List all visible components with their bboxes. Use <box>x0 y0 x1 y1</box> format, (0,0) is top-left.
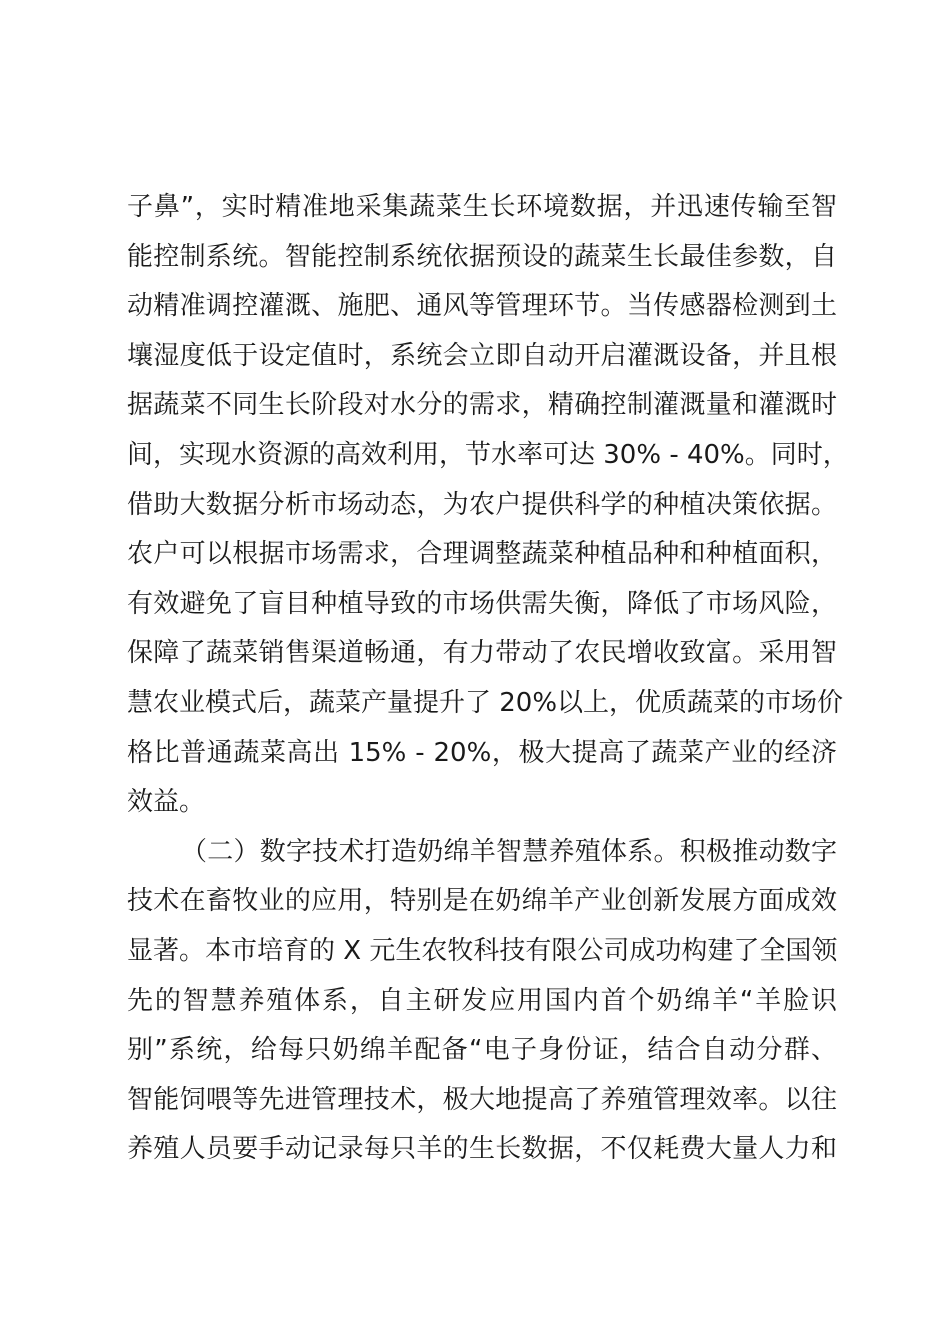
text-line: 动精准调控灌溉、施肥、通风等管理环节。当传感器检测到土 <box>127 291 837 322</box>
text-line: 保障了蔬菜销售渠道畅通，有力带动了农民增收致富。采用智 <box>127 638 837 669</box>
section-heading-line: （二）数字技术打造奶绵羊智慧养殖体系。积极推动数字 <box>181 836 837 867</box>
text-line: 借助大数据分析市场动态，为农户提供科学的种植决策依据。 <box>127 489 837 520</box>
text-line: 壤湿度低于设定值时，系统会立即自动开启灌溉设备，并且根 <box>127 340 837 371</box>
text-line: 子鼻”，实时精准地采集蔬菜生长环境数据，并迅速传输至智 <box>127 192 837 222</box>
text-line: 据蔬菜不同生长阶段对水分的需求，精确控制灌溉量和灌溉时 <box>127 390 837 421</box>
text-line: 格比普通蔬菜高出 15% - 20%，极大提高了蔬菜产业的经济 <box>127 737 837 768</box>
text-line: 有效避免了盲目种植导致的市场供需失衡，降低了市场风险， <box>127 588 837 619</box>
text-line: 农户可以根据市场需求，合理调整蔬菜种植品种和种植面积， <box>127 539 837 570</box>
text-line-paragraph-end: 效益。 <box>127 787 206 818</box>
text-line: 别”系统，给每只奶绵羊配备“电子身份证，结合自动分群、 <box>127 1035 837 1066</box>
text-line: 显著。本市培育的 X 元生农牧科技有限公司成功构建了全国领 <box>127 935 838 966</box>
text-line: 技术在畜牧业的应用，特别是在奶绵羊产业创新发展方面成效 <box>127 886 837 917</box>
text-line: 先的智慧养殖体系，自主研发应用国内首个奶绵羊“羊脸识 <box>127 985 837 1016</box>
text-line: 慧农业模式后，蔬菜产量提升了 20%以上，优质蔬菜的市场价 <box>127 687 844 718</box>
text-line: 养殖人员要手动记录每只羊的生长数据，不仅耗费大量人力和 <box>127 1134 837 1165</box>
body-text <box>127 183 849 1175</box>
text-line: 间，实现水资源的高效利用，节水率可达 30% - 40%。同时， <box>127 439 849 470</box>
text-line: 能控制系统。智能控制系统依据预设的蔬菜生长最佳参数，自 <box>127 241 837 272</box>
text-line: 智能饲喂等先进管理技术，极大地提高了养殖管理效率。以往 <box>127 1084 837 1115</box>
